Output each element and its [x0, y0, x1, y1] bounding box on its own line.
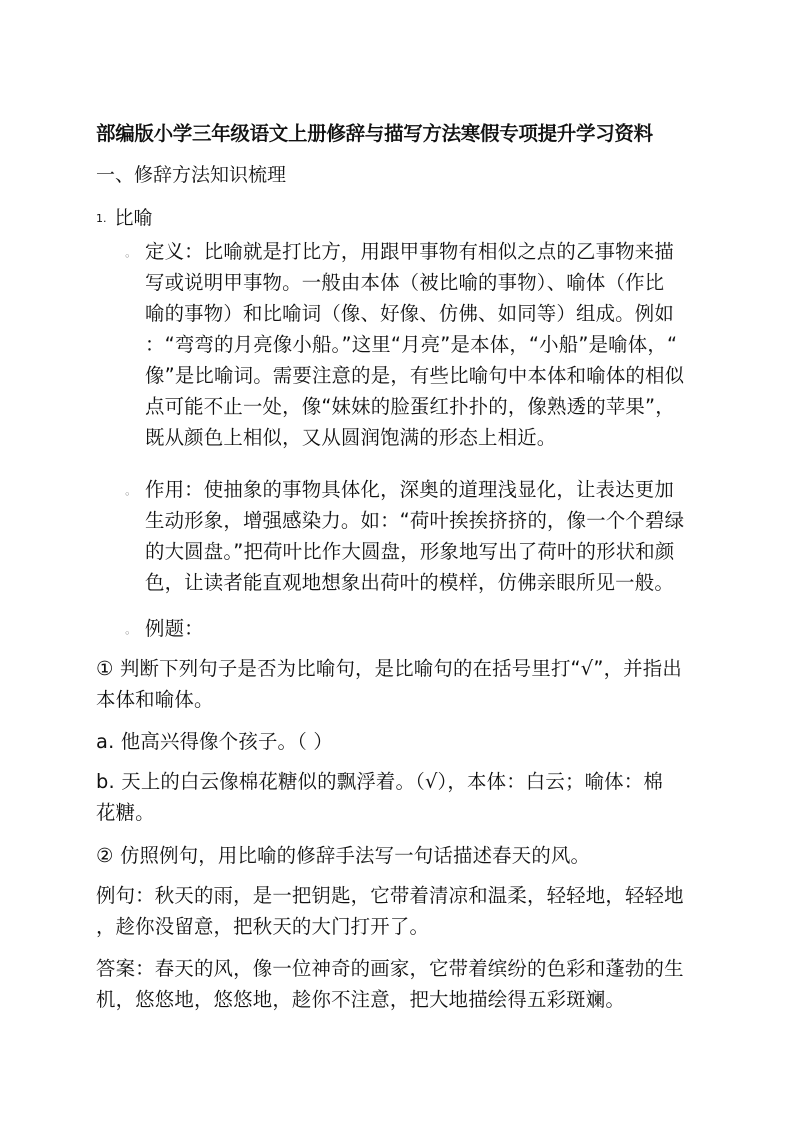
question-1b — [96, 766, 700, 828]
text-line: ，趁你没留意，把秋天的大门打开了。 — [96, 915, 430, 938]
text-line: ① 判断下列句子是否为比喻句，是比喻句的在括号里打“√”，并指出 — [96, 657, 682, 680]
text-line: 作用：使抽象的事物具体化，深奥的道理浅显化，让表达更加 — [145, 478, 674, 501]
text-line: 机，悠悠地，悠悠地，趁你不注意，把大地描绘得五彩斑斓。 — [96, 988, 625, 1011]
item-number: 1. — [96, 212, 107, 225]
text-line: 色，让读者能直观地想象出荷叶的模样，仿佛亲眼所见一般。 — [145, 571, 674, 594]
text-line: ：“弯弯的月亮像小船。”这里“月亮”是本体，“小船”是喻体，“ — [145, 333, 678, 356]
example-sentence — [96, 880, 700, 942]
document-title: 部编版小学三年级语文上册修辞与描写方法寒假专项提升学习资料 — [96, 122, 653, 145]
text-line: 花糖。 — [96, 801, 155, 824]
item-heading — [96, 203, 153, 230]
question-1 — [96, 653, 700, 715]
question-2: ② 仿照例句，用比喻的修辞手法写一句话描述春天的风。 — [96, 844, 591, 867]
bullet-definition: ◦ — [124, 250, 131, 263]
item-label: 比喻 — [114, 207, 153, 229]
text-line: 本体和喻体。 — [96, 688, 214, 711]
text-line: 喻的事物）和比喻词（像、好像、仿佛、如同等）组成。例如 — [145, 302, 674, 325]
text-line: 生动形象，增强感染力。如：“荷叶挨挨挤挤的，像一个个碧绿 — [145, 509, 685, 532]
examples-label: 例题： — [145, 617, 204, 640]
answer-paragraph — [96, 953, 700, 1015]
text-line: 既从颜色上相似，又从圆润饱满的形态上相近。 — [145, 426, 557, 449]
question-1a: a. 他高兴得像个孩子。（ ） — [96, 730, 333, 753]
bullet-examples: ◦ — [124, 627, 131, 640]
function-paragraph — [145, 474, 700, 598]
section-heading: 一、修辞方法知识梳理 — [96, 164, 287, 186]
definition-paragraph — [145, 236, 700, 453]
text-line: 答案：春天的风，像一位神奇的画家，它带着缤纷的色彩和蓬勃的生 — [96, 957, 684, 980]
bullet-function: ◦ — [124, 488, 131, 501]
text-line: 像”是比喻词。需要注意的是，有些比喻句中本体和喻体的相似 — [145, 364, 685, 387]
text-line: b. 天上的白云像棉花糖似的飘浮着。（√），本体：白云；喻体：棉 — [96, 770, 663, 793]
text-line: 写或说明甲事物。一般由本体（被比喻的事物）、喻体（作比 — [145, 271, 665, 294]
text-line: 的大圆盘。”把荷叶比作大圆盘，形象地写出了荷叶的形状和颜 — [145, 540, 675, 563]
text-line: 定义：比喻就是打比方，用跟甲事物有相似之点的乙事物来描 — [145, 240, 674, 263]
text-line: 点可能不止一处，像“妹妹的脸蛋红扑扑的，像熟透的苹果”， — [145, 395, 675, 418]
text-line: 例句：秋天的雨，是一把钥匙，它带着清凉和温柔，轻轻地，轻轻地 — [96, 884, 684, 907]
